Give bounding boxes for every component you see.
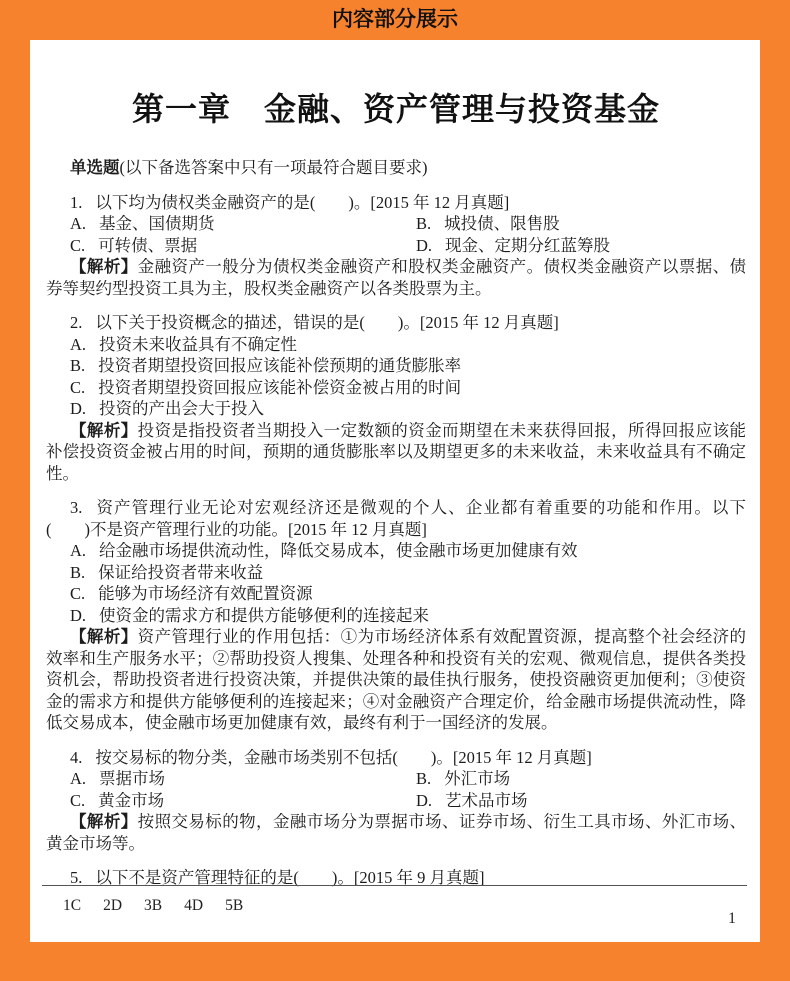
option [70,378,461,397]
section-note: (以下备选答案中只有一项最符合题目要求) [119,158,428,178]
option-letter: D. [70,605,87,625]
option [416,768,510,790]
option [416,235,610,257]
question-number: 5. [70,868,83,888]
option [70,790,416,812]
option-letter: C. [70,377,86,397]
analysis-label: 【解析】 [70,420,138,440]
question-text: 以下均为债权类金融资产的是( )。[2015 年 12 月真题] [95,192,510,212]
option-text: 投资者期望投资回报应该能补偿资金被占用的时间 [98,377,462,397]
option-text: 外汇市场 [444,769,511,789]
answer-key-item: 1C [63,897,82,914]
option-row [46,334,746,356]
analysis [46,811,746,854]
answer-key [63,897,243,915]
option [70,768,416,790]
option-letter: C. [70,790,86,810]
option-letter: A. [70,334,87,354]
section-intro [46,157,746,179]
option-row [46,355,746,377]
option-row [46,213,746,235]
option-row [46,562,746,584]
option-letter: B. [416,214,432,234]
question-text: 以下不是资产管理特征的是( )。[2015 年 9 月真题] [95,868,485,888]
option-row [46,583,746,605]
option [70,213,416,235]
analysis [46,256,746,299]
option-letter: C. [70,584,86,604]
option-row [46,377,746,399]
option-row [46,605,746,627]
chapter-title: 第一章 金融、资产管理与投资基金 [131,91,660,127]
option [70,235,416,257]
question-number: 3. [70,498,83,518]
section-heading: 单选题 [70,158,120,178]
question-text: 按交易标的物分类，金融市场类别不包括( )。[2015 年 12 月真题] [95,747,592,767]
question-block [46,747,746,855]
option-row [46,235,746,257]
question-stem [46,497,746,540]
option-letter: A. [70,541,87,561]
answer-key-item: 5B [225,897,244,914]
option-letter: C. [70,235,86,255]
option-row [46,790,746,812]
option [70,563,263,582]
option-row [46,398,746,420]
option-text: 可转债、票据 [98,235,198,255]
question-stem [46,312,746,334]
option-text: 能够为市场经济有效配置资源 [98,584,313,604]
option [416,790,528,812]
option-text: 城投债、限售股 [444,214,560,234]
footer-divider [42,885,747,886]
analysis-text: 按照交易标的物，金融市场分为票据市场、证券市场、衍生工具市场、外汇市场、黄金市场等。 [46,812,747,853]
analysis-text: 资产管理行业的作用包括：①为市场经济体系有效配置资源，提高整个社会经济的效率和生产服务水平；②帮助投资人搜集、处理各种和投资有关的宏观、微观信息，提供各类投资机会，帮助投资者进行投资决策，并提供决策的最佳执行服务，使投资融资更加便利；③使资金的需求方和提供方能够便利的连接起来；④对金融资产合理定价，给金融市场提供流动性，降低交易成本，使金融市场更加健康有效，最终有利于一国经济的发展。 [46,627,747,733]
option-text: 艺术品市场 [445,790,528,810]
option-text: 票据市场 [99,769,166,789]
question-text: 资产管理行业无论对宏观经济还是微观的个人、企业都有着重要的功能和作用。以下( )不是资产管理行业的功能。[2015 年 12 月真题] [46,498,746,539]
question-stem [46,192,746,214]
analysis-label: 【解析】 [70,627,138,647]
question-number: 1. [70,192,83,212]
option-text: 保证给投资者带来收益 [98,562,264,582]
option-text: 给金融市场提供流动性，降低交易成本，使金融市场更加健康有效 [99,541,578,561]
option-letter: D. [416,235,433,255]
question-text: 以下关于投资概念的描述，错误的是( )。[2015 年 12 月真题] [95,313,559,333]
question-stem [46,747,746,769]
option [70,356,461,375]
option-text: 黄金市场 [98,790,165,810]
option-letter: B. [70,356,86,376]
question-block [46,497,746,734]
option [70,335,297,354]
option-row [46,540,746,562]
question-block [46,312,746,484]
option-text: 现金、定期分红蓝筹股 [445,235,611,255]
question-block [46,192,746,300]
option [70,399,264,418]
answer-key-item: 3B [144,897,163,914]
option-letter: A. [70,769,87,789]
option-letter: B. [70,562,86,582]
option-letter: D. [416,790,433,810]
answer-key-item: 2D [103,897,123,914]
option-text: 投资的产出会大于投入 [99,399,265,419]
option-text: 投资者期望投资回报应该能补偿预期的通货膨胀率 [98,356,462,376]
analysis [46,420,746,485]
option-letter: D. [70,399,87,419]
option-letter: A. [70,214,87,234]
analysis-text: 投资是指投资者当期投入一定数额的资金而期望在未来获得回报，所得回报应该能补偿投资资金被占用的时间，预期的通货膨胀率以及期望更多的未来收益，未来收益具有不确定性。 [46,420,747,483]
page-number: 1 [728,910,736,927]
option-text: 投资未来收益具有不确定性 [99,334,298,354]
option [70,584,313,603]
answer-key-item: 4D [184,897,204,914]
option-letter: B. [416,769,432,789]
analysis-label: 【解析】 [70,812,138,832]
analysis [46,626,746,734]
analysis-label: 【解析】 [70,257,138,277]
option-row [46,768,746,790]
analysis-text: 金融资产一般分为债权类金融资产和股权类金融资产。债权类金融资产以票据、债券等契约型投资工具为主，股权类金融资产以各类股票为主。 [46,257,747,298]
option [70,606,429,625]
option-text: 基金、国债期货 [99,214,215,234]
question-number: 2. [70,313,83,333]
document-page [30,40,760,942]
option [416,213,560,235]
option [70,541,578,560]
banner-title: 内容部分展示 [332,8,458,31]
questions-container [46,192,746,889]
option-text: 使资金的需求方和提供方能够便利的连接起来 [99,605,430,625]
question-number: 4. [70,747,83,767]
